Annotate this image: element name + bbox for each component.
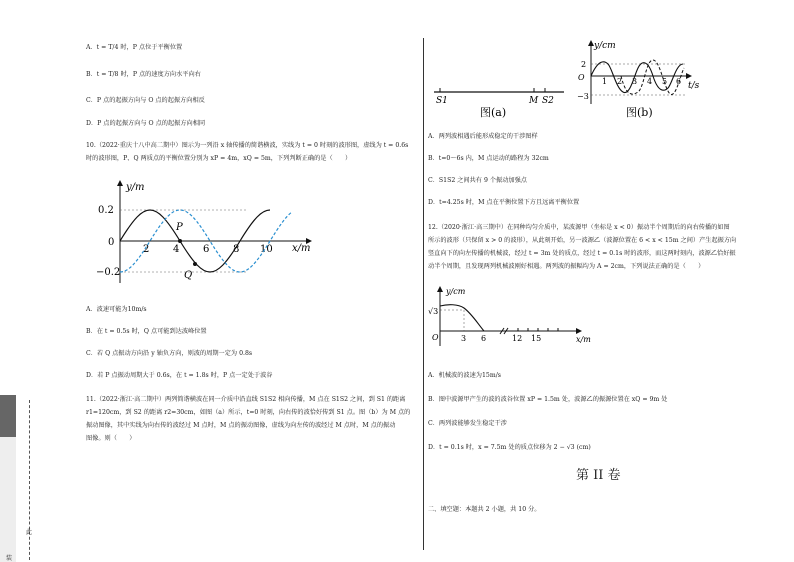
q12-wave-curve <box>440 305 484 331</box>
q10-ytick-pos: 0.2 <box>98 205 114 216</box>
q10-xlabel: x/m <box>292 243 311 254</box>
seal-char-2: 装 <box>6 555 13 562</box>
q10-xtick-4: 4 <box>173 244 180 255</box>
fig-b-xtick-3: 3 <box>632 77 638 86</box>
q11-option-c: C．S1S2 之间共有 9 个振动加强点 <box>428 177 527 184</box>
q10-option-a: A．波速可能为10m/s <box>86 306 147 313</box>
fig-b-xtick-2: 2 <box>617 77 623 86</box>
q10-option-d: D．若 P 点振动周期大于 0.6s，在 t = 1.8s 时，P 点一定处于波谷 <box>86 372 273 379</box>
q11-figure-a <box>430 82 570 122</box>
q12-stem-line2: 所示的波形（只保留 x > 0 的波形），从此刻开始，另一波源乙（波源位置在 6 < x < 15m 之间）产生起振方向 <box>428 237 737 244</box>
binding-strip-dark <box>0 395 16 437</box>
q10-xtick-10: 10 <box>260 244 273 255</box>
q10-wave-figure <box>96 178 336 293</box>
fig-b-dashed-curve <box>621 60 684 94</box>
q11-option-a: A．两列波相遇后能形成稳定的干涉图样 <box>428 133 538 140</box>
q9-option-a: A．t = T/4 时，P 点位于平衡位置 <box>86 44 183 51</box>
fig-a-s1: S1 <box>436 96 448 106</box>
q10-stem-line2: 时的波形图，P、Q 两质点的平衡位置分别为 xP = 4m，xQ = 5m，下列判断正确的是（ ） <box>86 155 352 162</box>
fig-a-m: M <box>529 96 539 106</box>
q11-figure-b <box>576 38 706 118</box>
q12-xtick-15: 15 <box>531 334 542 343</box>
q12-xtick-3: 3 <box>461 334 467 343</box>
section-intro: 二、填空题：本题共 2 小题，共 10 分。 <box>428 506 541 513</box>
fig-b-xtick-4: 4 <box>647 77 653 86</box>
q12-stem-line1: 12.（2020·浙江·高三期中）在同种均匀介质中，某波源甲（坐标是 x < 0）振动半个周期后的向右传播的如图 <box>428 224 730 231</box>
q10-ylabel: y/m <box>126 182 145 193</box>
fig-b-ylabel: y/cm <box>594 41 616 51</box>
q11-stem-line3: 振动图像，其中实线为向右传的波经过 M 点时，M 点的振动图像，虚线为向左传的波经过 M 点时，M 点的振动 <box>86 422 396 429</box>
q11-stem-line2: r1=120cm，到 S2 的距离 r2=30cm，如图（a）所示，t=0 时刻，向右传的波恰好传到 S1 点。图（b）为 M 点的 <box>86 409 411 416</box>
section-title: 第 II 卷 <box>576 468 621 483</box>
fig-b-origin: O <box>578 73 585 82</box>
q10-xtick-2: 2 <box>143 244 150 255</box>
q12-wave-figure <box>428 284 608 354</box>
q10-xtick-6: 6 <box>203 244 210 255</box>
q11-option-d: D．t=4.25s 时，M 点在平衡位置下方且远离平衡位置 <box>428 199 580 206</box>
q9-option-d: D．P 点的起振方向与 O 点的起振方向相同 <box>86 120 206 127</box>
q10-label-p: P <box>176 222 183 233</box>
q12-xtick-12: 12 <box>512 334 523 343</box>
fig-b-ytick-2: 2 <box>581 60 587 69</box>
fig-b-xtick-6: 6 <box>676 77 682 86</box>
q10-ytick-neg: −0.2 <box>96 267 121 278</box>
q11-stem-line4: 图像。则（ ） <box>86 435 136 442</box>
fig-b-caption: 图(b) <box>626 106 653 119</box>
q10-option-c: C．若 Q 点振动方向沿 y 轴负方向，则波的周期一定为 0.8s <box>86 350 253 357</box>
fig-b-xtick-1: 1 <box>602 77 608 86</box>
seal-char: 此 <box>26 529 33 536</box>
q12-origin: O <box>432 333 439 342</box>
q12-option-b: B．图中波源甲产生的波的波谷位置 xP = 1.5m 处，波源乙的振源位置在 xQ = 9m 处 <box>428 396 668 403</box>
q12-option-c: C．两列波能够发生稳定干涉 <box>428 420 507 427</box>
q12-xtick-6: 6 <box>481 334 487 343</box>
q10-point-q <box>193 262 197 266</box>
q12-ytick-sqrt3: √3 <box>428 307 439 316</box>
fig-a-caption: 图(a) <box>480 106 507 119</box>
fig-b-xlabel: t/s <box>688 81 700 91</box>
fig-b-xtick-5: 5 <box>662 77 668 86</box>
q12-option-d: D．t = 0.1s 时，x = 7.5m 处的质点位移为 2 − √3 (cm) <box>428 444 591 451</box>
q10-stem-line1: 10.（2022·重庆十八中高二期中）图示为一列沿 x 轴传播的简谐横波，实线为 t = 0 时刻的波形图，虚线为 t = 0.6s <box>86 142 409 149</box>
q12-xlabel: x/m <box>576 335 591 344</box>
q10-xtick-8: 8 <box>233 244 240 255</box>
q11-option-b: B．t=0～6s 内，M 点运动的路程为 32cm <box>428 155 549 162</box>
q9-option-b: B．t = T/8 时，P 点的速度方向水平向右 <box>86 71 201 78</box>
q12-stem-line3: 竖直向下的向左传播的机械波，经过 t = 3m 处的质点，经过 t = 0.1s 时的波形，而这两时刻内，波源乙恰好振 <box>428 250 736 257</box>
q10-option-b: B．在 t = 0.5s 时，Q 点可能到达波峰位置 <box>86 328 207 335</box>
q10-point-p <box>178 239 182 243</box>
q12-ylabel: y/cm <box>446 287 466 296</box>
q10-ytick-zero: 0 <box>108 237 115 248</box>
q12-option-a: A．机械波的波速为15m/s <box>428 372 501 379</box>
q10-label-q: Q <box>184 270 193 281</box>
q12-stem-line4: 动半个周期，且发现两列机械波刚好相遇。两列波的振幅均为 A = 2cm，下列说法正确的是（ ） <box>428 263 705 270</box>
q9-option-c: C．P 点的起振方向与 O 点的起振方向相反 <box>86 97 205 104</box>
fig-a-s2: S2 <box>542 96 554 106</box>
q11-stem-line1: 11.（2022·浙江·高二期中）两列简谐横波在同一介质中沿直线 S1S2 相向传播，M 点在 S1S2 之间，到 S1 的距离 <box>86 396 406 403</box>
column-divider <box>423 38 424 550</box>
binding-dash-line <box>29 400 30 560</box>
fig-b-ytick-neg3: −3 <box>577 92 589 101</box>
